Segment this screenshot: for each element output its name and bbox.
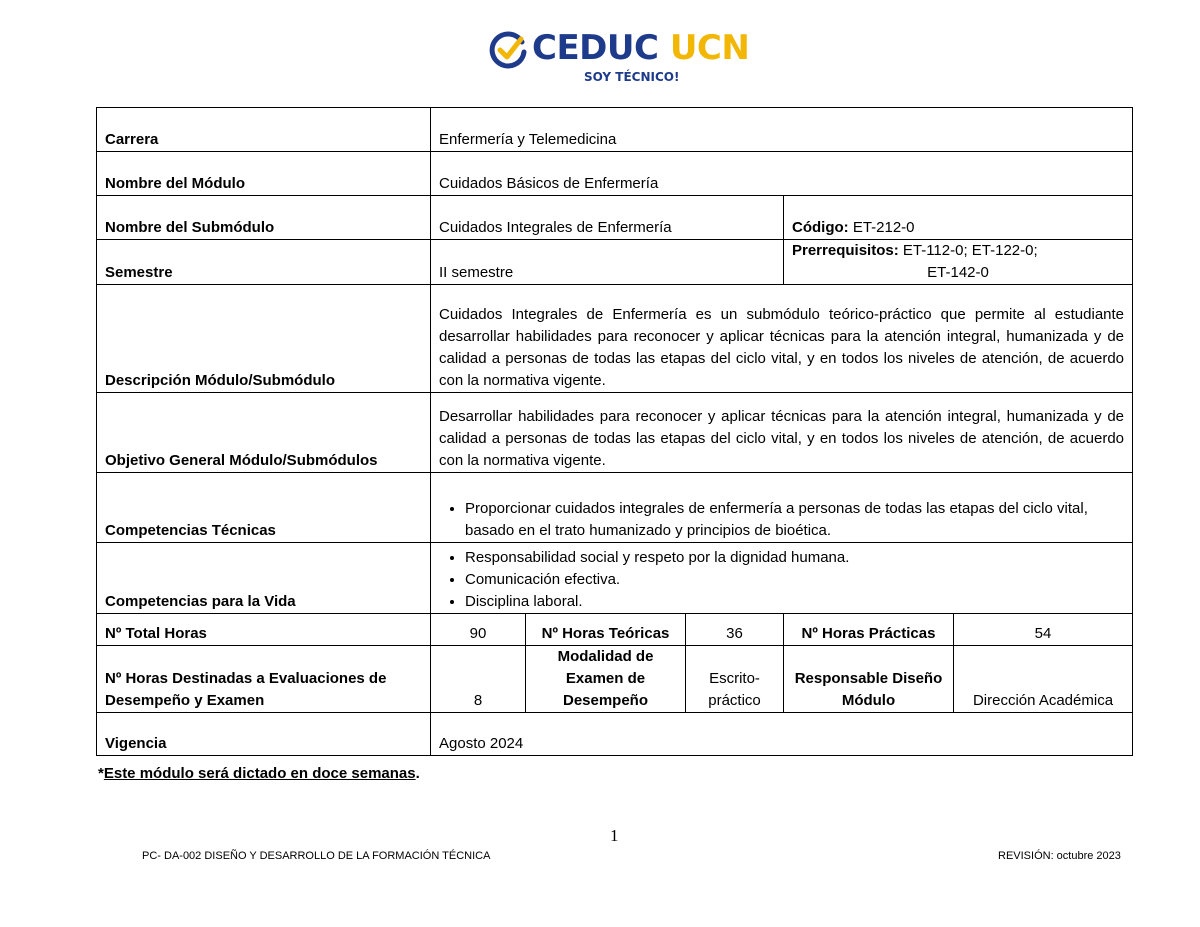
row-evaluacion <box>97 646 1133 713</box>
vigencia-label: Vigencia <box>97 713 431 756</box>
row-modulo <box>97 152 1133 196</box>
check-shield-icon <box>488 30 528 70</box>
competencias-tecnicas-list <box>439 498 1124 542</box>
total-horas-value: 90 <box>431 614 526 646</box>
row-descripcion <box>97 285 1133 393</box>
semestre-label: Semestre <box>97 240 431 285</box>
list-item: • Responsabilidad social y respeto por la dignidad humana. <box>465 547 1124 569</box>
objetivo-label: Objetivo General Módulo/Submódulos <box>97 393 431 473</box>
competencias-vida-list <box>439 547 1124 613</box>
total-horas-label: Nº Total Horas <box>97 614 431 646</box>
row-horas <box>97 614 1133 646</box>
module-info-table <box>96 107 1133 756</box>
competencias-vida-label: Competencias para la Vida <box>97 543 431 614</box>
competencias-tecnicas-cell <box>431 473 1133 543</box>
horas-teoricas-value: 36 <box>686 614 784 646</box>
logo-tagline: SOY TÉCNICO! <box>584 70 680 84</box>
responsable-label: Responsable Diseño Módulo <box>784 646 954 713</box>
page-number: 1 <box>610 826 619 845</box>
logo-brand-ucn: UCN <box>669 28 750 68</box>
carrera-label: Carrera <box>97 108 431 152</box>
horas-evaluacion-label: Nº Horas Destinadas a Evaluaciones de Desempeño y Examen <box>97 646 431 713</box>
submodulo-label: Nombre del Submódulo <box>97 196 431 240</box>
codigo-cell <box>784 196 1133 240</box>
codigo-value: ET-212-0 <box>848 219 915 236</box>
footer-document-code: PC- DA-002 DISEÑO Y DESARROLLO DE LA FORMACIÓN TÉCNICA <box>142 850 491 862</box>
row-carrera <box>97 108 1133 152</box>
semestre-value: II semestre <box>431 240 784 285</box>
row-submodulo <box>97 196 1133 240</box>
row-competencias-vida <box>97 543 1133 614</box>
descripcion-value: Cuidados Integrales de Enfermería es un submódulo teórico-práctico que permite al estudiante desarrollar habilidades para reconocer y aplicar técnicas para la atención integral, humanizada y de calidad a personas de todas las etapas del ciclo vital, y en todos los niveles de atención, de acuerdo con la normativa vigente. <box>431 285 1133 393</box>
ceduc-ucn-logo <box>488 28 750 90</box>
list-item: • Disciplina laboral. <box>465 591 1124 613</box>
row-objetivo <box>97 393 1133 473</box>
footer-revision: REVISIÓN: octubre 2023 <box>998 850 1121 862</box>
note-suffix: . <box>415 765 420 782</box>
horas-evaluacion-value: 8 <box>431 646 526 713</box>
list-item: • Proporcionar cuidados integrales de enfermería a personas de todas las etapas del ciclo vital, basado en el trato humanizado y principios de bioética. <box>465 498 1124 542</box>
note-prefix: * <box>98 765 104 782</box>
logo-wordmark <box>532 28 749 68</box>
modulo-value: Cuidados Básicos de Enfermería <box>431 152 1133 196</box>
submodulo-value: Cuidados Integrales de Enfermería <box>431 196 784 240</box>
note-text: Este módulo será dictado en doce semanas <box>103 765 416 782</box>
modalidad-examen-value: Escrito-práctico <box>686 646 784 713</box>
list-item: • Comunicación efectiva. <box>465 569 1124 591</box>
prerrequisitos-cell <box>784 240 1133 285</box>
modalidad-examen-label: Modalidad de Examen de Desempeño <box>526 646 686 713</box>
carrera-value: Enfermería y Telemedicina <box>431 108 1133 152</box>
horas-practicas-value: 54 <box>954 614 1133 646</box>
horas-practicas-label: Nº Horas Prácticas <box>784 614 954 646</box>
prerrequisitos-value-line2: ET-142-0 <box>927 264 989 281</box>
prerrequisitos-label: Prerrequisitos: <box>792 242 899 259</box>
duration-note <box>98 765 420 782</box>
horas-teoricas-label: Nº Horas Teóricas <box>526 614 686 646</box>
row-semestre <box>97 240 1133 285</box>
logo-brand-ceduc: CEDUC <box>532 28 659 68</box>
modulo-label: Nombre del Módulo <box>97 152 431 196</box>
descripcion-label: Descripción Módulo/Submódulo <box>97 285 431 393</box>
competencias-vida-cell <box>431 543 1133 614</box>
competencias-tecnicas-label: Competencias Técnicas <box>97 473 431 543</box>
responsable-value: Dirección Académica <box>954 646 1133 713</box>
objetivo-value: Desarrollar habilidades para reconocer y aplicar técnicas para la atención integral, humanizada y de calidad a personas de todas las etapas del ciclo vital, y en todos los niveles de atención, de acuerdo con la normativa vigente. <box>431 393 1133 473</box>
codigo-label: Código: <box>792 219 849 236</box>
row-competencias-tecnicas <box>97 473 1133 543</box>
vigencia-value: Agosto 2024 <box>431 713 1133 756</box>
row-vigencia <box>97 713 1133 756</box>
prerrequisitos-value: ET-112-0; ET-122-0; <box>898 242 1038 259</box>
